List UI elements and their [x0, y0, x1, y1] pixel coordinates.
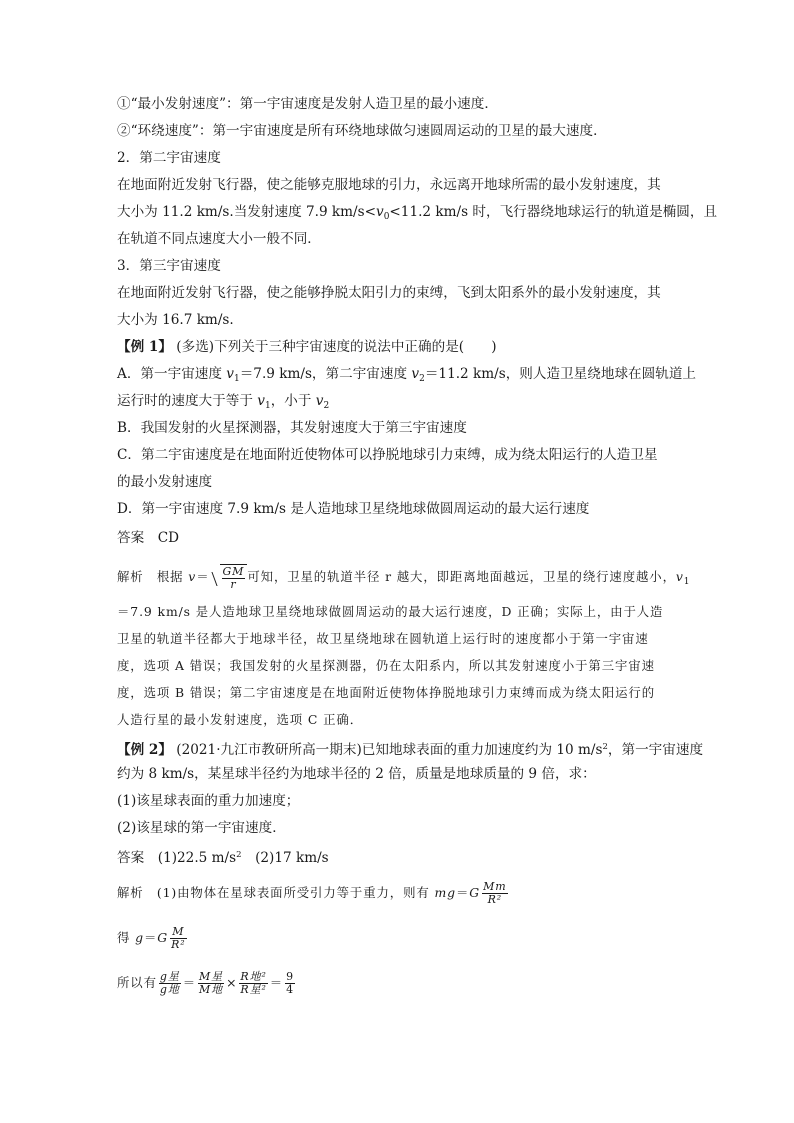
square-root-formula: $\frac{GM}{r}$	[210, 564, 248, 591]
example-2-stem-2: 约为 8 km/s，某星球半径约为地球半径的 2 倍，质量是地球质量的 9 倍，求：	[117, 766, 596, 782]
example-1-answer: 答案 CD	[117, 530, 180, 546]
note-line-1: ①“最小发射速度”：第一宇宙速度是发射人造卫星的最小速度．	[117, 96, 498, 112]
fraction-radius-ratio: $\frac{\text{R地²}}{\text{R星²}}$	[240, 970, 267, 996]
option-c-line-2: 的最小发射速度	[117, 474, 213, 490]
paragraph-third-2: 大小为 16.7 km/s.	[117, 312, 234, 328]
option-a-line-2: 运行时的速度大于等于 $v_1$，小于 $v_2$	[117, 393, 330, 411]
option-a-line-1: A．第一宇宙速度 $v_1=7.9$ km/s，第二宇宙速度 $v_2=11.2$ km/s，则人造卫星绕地球在圆轨道上	[117, 366, 697, 384]
option-d: D．第一宇宙速度 7.9 km/s 是人造地球卫星绕地球做圆周运动的最大运行速度	[117, 501, 590, 517]
example-1-analysis-line-3: 卫星的轨道半径都大于地球半径，故卫星绕地球在圆轨道上运行时的速度都小于第一宇宙速	[117, 631, 649, 646]
example-2-solution-line-3: 所以有 $\frac{\text{g星}}{\text{g地}}$ ＝ $\frac{\text{M星}}{\text{M地}}$ × $\frac{\text{R地²}}{\text{R星²}}$ ＝ $\frac{9}{4}$	[117, 970, 294, 996]
paragraph-second-1: 在地面附近发射飞行器，使之能够克服地球的引力，永远离开地球所需的最小发射速度，其	[117, 177, 661, 193]
example-1-analysis-line-1: 解析 根据 v＝ $\frac{GM}{r}$ 可知，卫星的轨道半径 r 越大，即距离地面越远，卫星的绕行速度越小，$v_1$	[117, 565, 691, 591]
fraction-mass-ratio: $\frac{\text{M星}}{\text{M地}}$	[199, 970, 224, 996]
example-1-analysis-line-4: 度，选项 A 错误；我国发射的火星探测器，仍在太阳系内，所以其发射速度小于第三宇宙速	[117, 658, 655, 673]
example-1-analysis-line-5: 度，选项 B 错误；第二宇宙速度是在地面附近使物体挣脱地球引力束缚而成为绕太阳运行的	[117, 685, 656, 700]
fraction-g-ratio: $\frac{\text{g星}}{\text{g地}}$	[159, 970, 180, 996]
example-2-solution-line-1: 解析 (1)由物体在星球表面所受引力等于重力，则有 mg＝G $\frac{Mm}{\text{R²}}$	[117, 880, 507, 906]
note-line-2: ②“环绕速度”：第一宇宙速度是所有环绕地球做匀速圆周运动的卫星的最大速度．	[117, 123, 607, 139]
fraction-m-over-r2: $\frac{M}{\text{R²}}$	[171, 925, 186, 951]
example-2-question-2: (2)该星球的第一宇宙速度．	[117, 820, 286, 836]
option-b: B．我国发射的火星探测器，其发射速度大于第三宇宙速度	[117, 420, 467, 436]
example-1-stem: 【例 1】 (多选)下列关于三种宇宙速度的说法中正确的是( )	[117, 339, 497, 355]
example-1-analysis-line-2: ＝7.9 km/s 是人造地球卫星绕地球做圆周运动的最大运行速度，D 正确；实际上，由于人造	[117, 604, 664, 619]
example-2-label: 【例 2】	[117, 742, 172, 758]
heading-third-cosmic-velocity: 3．第三宇宙速度	[117, 258, 221, 274]
example-2-question-1: (1)该星球表面的重力加速度；	[117, 793, 300, 809]
example-2-solution-line-2: 得 g＝G $\frac{M}{\text{R²}}$	[117, 925, 186, 951]
option-c-line-1: C．第二宇宙速度是在地面附近使物体可以挣脱地球引力束缚，成为绕太阳运行的人造卫星	[117, 447, 658, 463]
paragraph-second-3: 在轨道不同点速度大小一般不同．	[117, 231, 321, 247]
heading-second-cosmic-velocity: 2．第二宇宙速度	[117, 150, 221, 166]
example-2-answer: 答案 (1)22.5 $m/s^2$ (2)17 km/s	[117, 850, 329, 866]
fraction-mm-over-r2: $\frac{Mm}{\text{R²}}$	[483, 880, 507, 906]
paragraph-third-1: 在地面附近发射飞行器，使之能够挣脱太阳引力的束缚，飞到太阳系外的最小发射速度，其	[117, 285, 661, 301]
example-1-label: 【例 1】	[117, 339, 172, 355]
example-2-stem-1: 【例 2】 (2021·九江市教研所高一期末)已知地球表面的重力加速度约为 10 $m/s^2$，第一宇宙速度	[117, 742, 704, 758]
paragraph-second-2: 大小为 11.2 km/s.当发射速度 7.9 $km/s<v_0<11.2$ km/s 时，飞行器绕地球运行的轨道是椭圆，且	[117, 204, 718, 222]
fraction-nine-quarters: $\frac{9}{4}$	[286, 970, 294, 996]
example-1-analysis-line-6: 人造行星的最小发射速度，选项 C 正确．	[117, 712, 363, 727]
